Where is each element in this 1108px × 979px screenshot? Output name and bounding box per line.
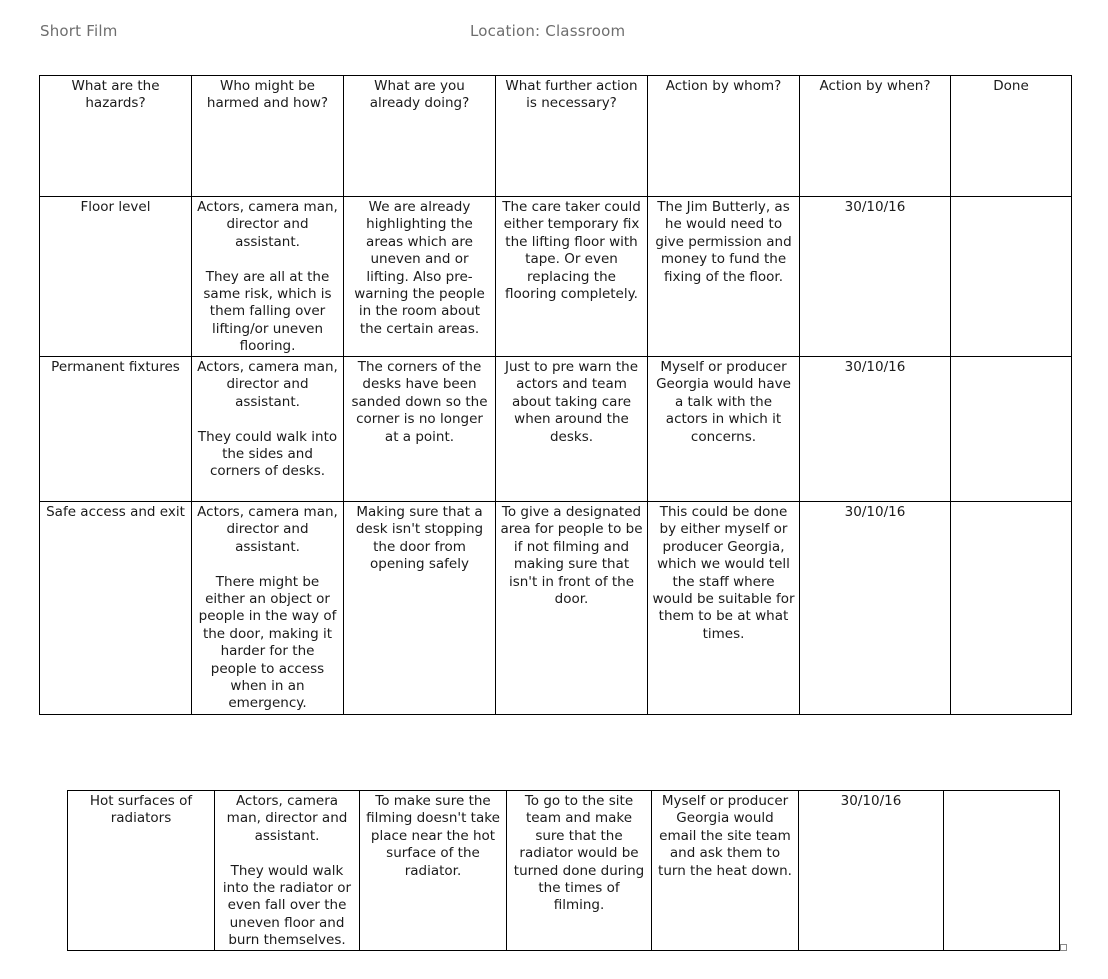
harmed-cell: Actors, camera man, director and assistant. They could walk into the sides and corners of desks. (192, 357, 344, 502)
header-cell: What are you already doing? (344, 76, 496, 197)
further-action-cell: To give a designated area for people to be if not filming and making sure that isn't in front of the door. (496, 502, 648, 715)
doing-cell: Making sure that a desk isn't stopping the door from opening safely (344, 502, 496, 715)
doing-cell: The corners of the desks have been sanded down so the corner is no longer at a point. (344, 357, 496, 502)
header-cell: Who might be harmed and how? (192, 76, 344, 197)
table-row (40, 502, 1072, 715)
header-cell: Action by when? (800, 76, 951, 197)
done-cell (951, 197, 1072, 357)
done-cell (944, 791, 1060, 951)
risk-assessment-table-continued (67, 790, 1060, 951)
table-row (68, 791, 1060, 951)
header-cell: What further action is necessary? (496, 76, 648, 197)
doing-cell: We are already highlighting the areas which are uneven and or lifting. Also pre-warning the people in the room about the certain areas. (344, 197, 496, 357)
risk-assessment-table (39, 75, 1072, 715)
further-action-cell: To go to the site team and make sure that the radiator would be turned done during the times of filming. (507, 791, 652, 951)
done-cell (951, 502, 1072, 715)
hazard-cell: Permanent fixtures (40, 357, 192, 502)
action-by-when-cell: 30/10/16 (800, 197, 951, 357)
location-label: Location: Classroom (470, 22, 626, 40)
action-by-whom-cell: Myself or producer Georgia would have a talk with the actors in which it concerns. (648, 357, 800, 502)
table-resize-handle[interactable] (1060, 944, 1067, 951)
hazard-cell: Hot surfaces of radiators (68, 791, 215, 951)
harmed-cell: Actors, camera man, director and assistant. There might be either an object or people in the way of the door, making it harder for the people to access when in an emergency. (192, 502, 344, 715)
table-header-row (40, 76, 1072, 197)
action-by-when-cell: 30/10/16 (799, 791, 944, 951)
doing-cell: To make sure the filming doesn't take place near the hot surface of the radiator. (360, 791, 507, 951)
further-action-cell: The care taker could either temporary fix the lifting floor with tape. Or even replacing the flooring completely. (496, 197, 648, 357)
header-cell: What are the hazards? (40, 76, 192, 197)
action-by-whom-cell: This could be done by either myself or producer Georgia, which we would tell the staff where would be suitable for them to be at what times. (648, 502, 800, 715)
table-row (40, 197, 1072, 357)
document-title: Short Film (40, 22, 118, 40)
harmed-cell: Actors, camera man, director and assistant. They are all at the same risk, which is them falling over lifting/or uneven flooring. (192, 197, 344, 357)
text-cursor (1071, 502, 1072, 519)
table-row (40, 357, 1072, 502)
header-cell: Action by whom? (648, 76, 800, 197)
hazard-cell: Floor level (40, 197, 192, 357)
hazard-cell: Safe access and exit (40, 502, 192, 715)
further-action-cell: Just to pre warn the actors and team about taking care when around the desks. (496, 357, 648, 502)
done-cell (951, 357, 1072, 502)
action-by-when-cell: 30/10/16 (800, 357, 951, 502)
header-cell: Done (951, 76, 1072, 197)
action-by-whom-cell: Myself or producer Georgia would email the site team and ask them to turn the heat down. (652, 791, 799, 951)
harmed-cell: Actors, camera man, director and assistant. They would walk into the radiator or even fall over the uneven floor and burn themselves. (215, 791, 360, 951)
action-by-when-cell: 30/10/16 (800, 502, 951, 715)
action-by-whom-cell: The Jim Butterly, as he would need to give permission and money to fund the fixing of the floor. (648, 197, 800, 357)
